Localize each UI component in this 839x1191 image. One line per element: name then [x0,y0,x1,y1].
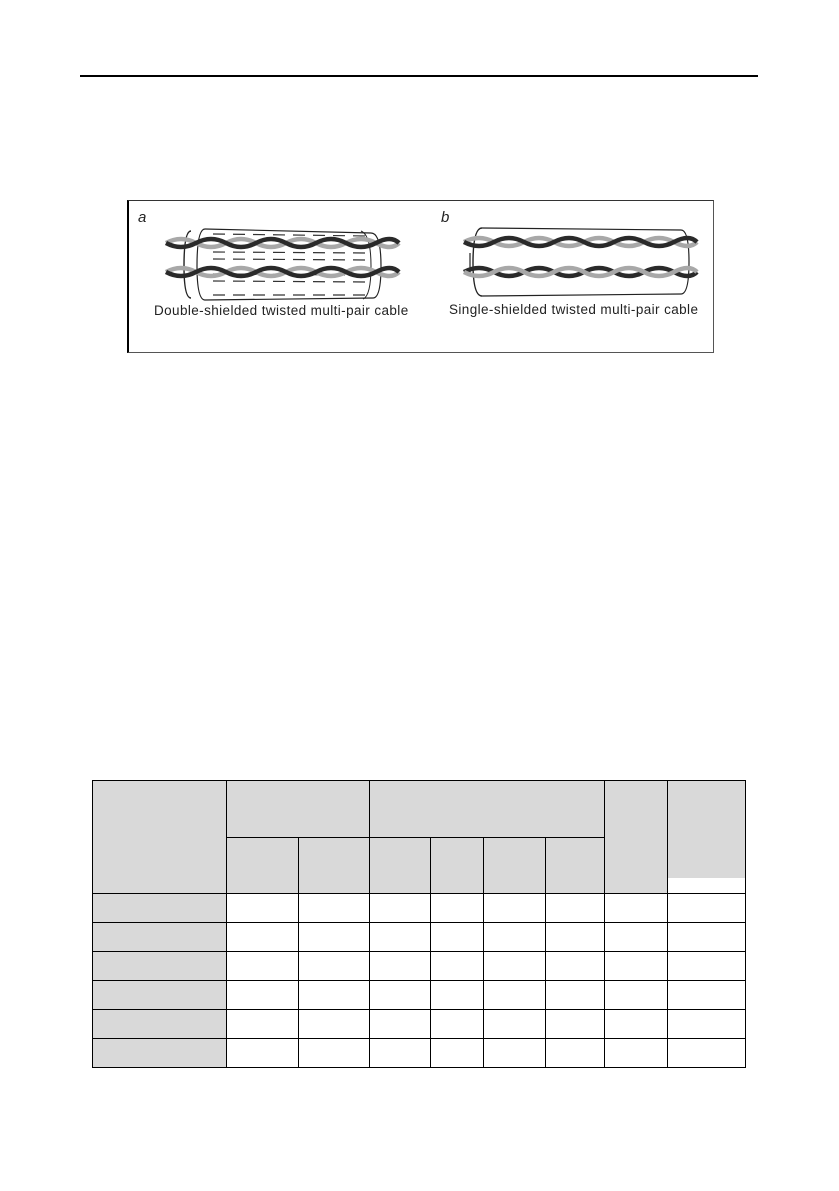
row-label-cell [93,952,227,981]
table-cell [431,981,484,1010]
table-cell [370,894,431,923]
table-cell [546,894,605,923]
table-cell [227,923,299,952]
table-cell [370,1039,431,1068]
table-cell [484,894,546,923]
table-cell [605,952,668,981]
table-cell [227,981,299,1010]
row-label-cell [93,894,227,923]
table-cell [546,923,605,952]
table-cell [370,1010,431,1039]
table-cell [668,1010,746,1039]
cable-figure [127,200,714,353]
panel-b-letter: b [441,209,450,226]
table-header-row [93,781,746,838]
single-shielded-cable-drawing [464,228,697,296]
table-cell [605,894,668,923]
table-cell [484,1039,546,1068]
table-cell [605,981,668,1010]
row-label-cell [93,923,227,952]
panel-a-caption: Double-shielded twisted multi-pair cable [154,303,409,318]
subheader-cell [546,838,605,894]
table-cell [484,923,546,952]
table-cell [431,1039,484,1068]
specification-table [92,780,746,1068]
table-cell [299,981,370,1010]
table-cell [546,1039,605,1068]
table-row [93,1039,746,1068]
table-cell [668,894,746,923]
table-cell [668,1039,746,1068]
table-cell [299,894,370,923]
table-cell [668,981,746,1010]
header-group-cell [370,781,605,838]
panel-b-caption: Single-shielded twisted multi-pair cable [449,302,699,317]
table-cell [546,1010,605,1039]
table-cell [299,1039,370,1068]
table-cell [668,923,746,952]
table-cell [227,952,299,981]
table-cell [431,923,484,952]
subheader-cell [431,838,484,894]
table-cell [605,923,668,952]
table-cell [668,952,746,981]
table-cell [431,952,484,981]
header-rule [80,75,758,77]
table-cell [546,952,605,981]
subheader-cell [299,838,370,894]
header-cell [668,781,746,894]
header-cell [93,781,227,894]
cable-illustration [129,201,716,354]
table-cell [431,1010,484,1039]
subheader-cell [484,838,546,894]
table-cell [299,1010,370,1039]
table-cell [546,981,605,1010]
row-label-cell [93,1039,227,1068]
table-cell [484,1010,546,1039]
table-row [93,1010,746,1039]
header-group-cell [227,781,370,838]
table-row [93,923,746,952]
table-cell [605,1010,668,1039]
table-cell [227,1039,299,1068]
table-cell [605,1039,668,1068]
subheader-cell [227,838,299,894]
table-cell [370,923,431,952]
table-cell [484,981,546,1010]
subheader-cell [370,838,431,894]
table-body [93,894,746,1068]
row-label-cell [93,981,227,1010]
table-row [93,981,746,1010]
table-cell [370,952,431,981]
table-row [93,952,746,981]
table-cell [227,894,299,923]
table-cell [299,952,370,981]
table-cell [299,923,370,952]
table-row [93,894,746,923]
table-cell [227,1010,299,1039]
header-cell [605,781,668,894]
table-cell [431,894,484,923]
row-label-cell [93,1010,227,1039]
double-shielded-cable-drawing [166,229,399,300]
table-cell [370,981,431,1010]
panel-a-letter: a [138,209,147,226]
table-cell [484,952,546,981]
